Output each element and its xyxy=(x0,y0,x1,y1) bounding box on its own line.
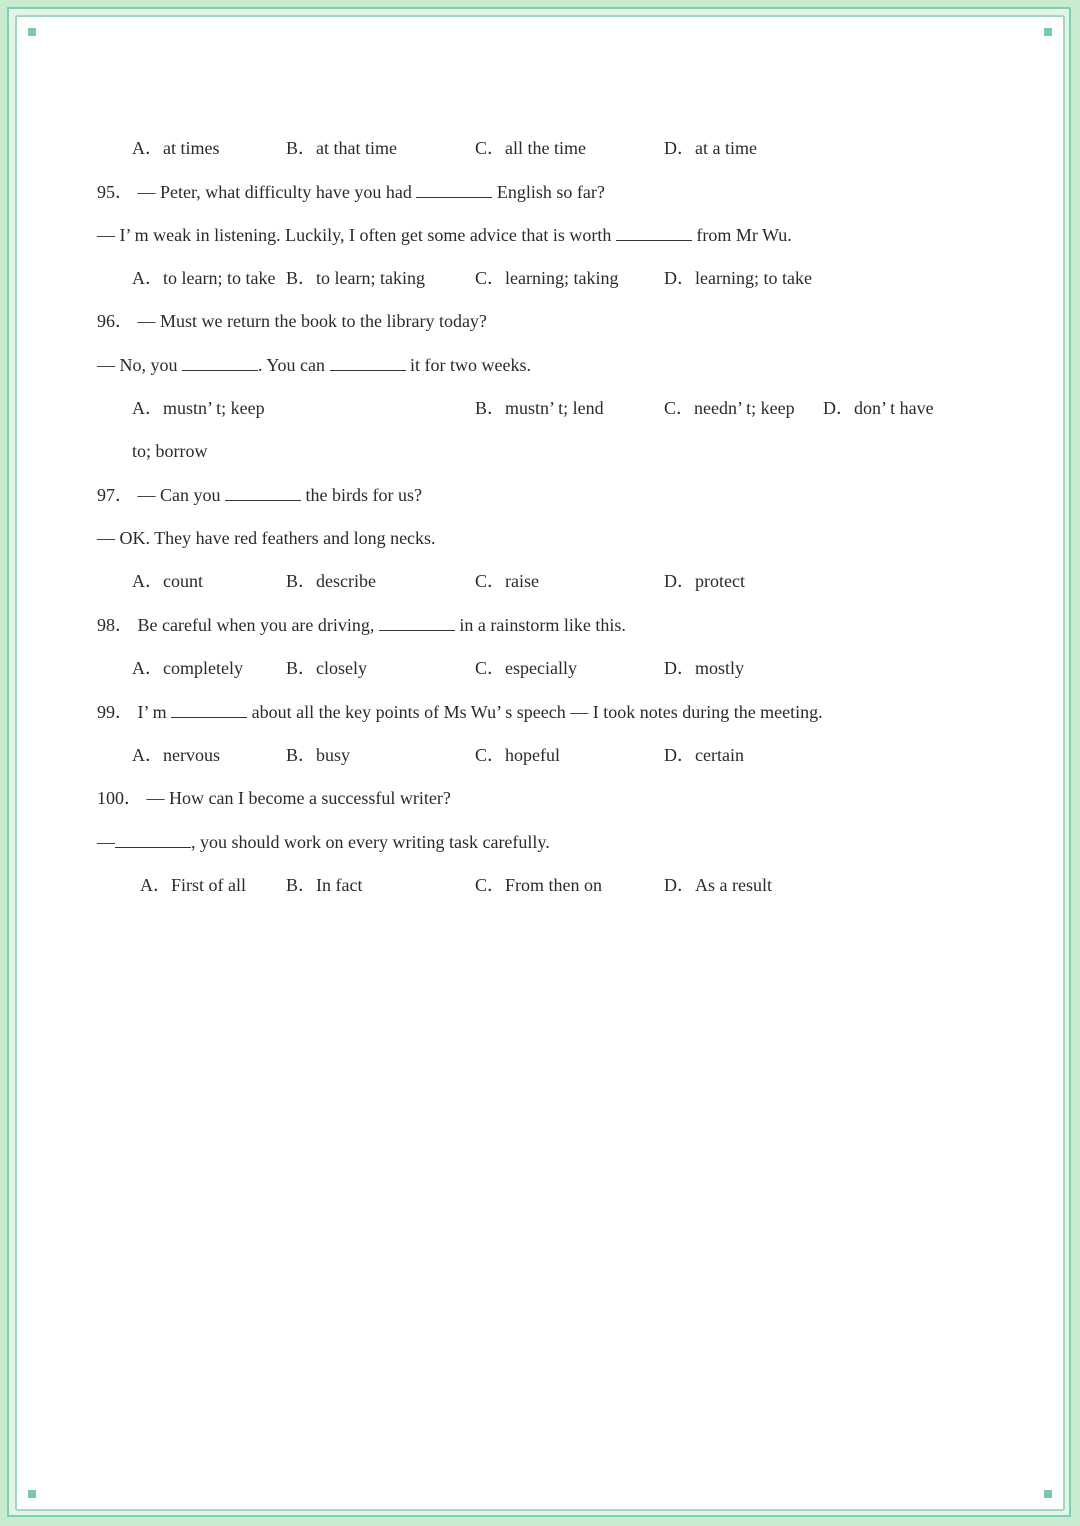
option-c: C．especially xyxy=(475,658,577,678)
question-text: — Can you xyxy=(137,485,221,505)
option-b: B．In fact xyxy=(286,875,363,895)
option-b: B．mustn’ t; lend xyxy=(475,398,604,418)
option-b: B．at that time xyxy=(286,138,397,158)
option-a: A．count xyxy=(132,571,203,591)
question-text: — Must we return the book to the library today? xyxy=(137,311,487,331)
option-c: C．learning; taking xyxy=(475,268,619,288)
answer-blank xyxy=(330,353,406,371)
option-b: B．describe xyxy=(286,571,376,591)
option-d: D．mostly xyxy=(664,658,745,678)
answer-blank xyxy=(171,700,247,718)
option-c: C．hopeful xyxy=(475,745,560,765)
question-text: English so far? xyxy=(496,182,605,202)
option-a: A．to learn; to take xyxy=(132,268,276,288)
option-a: A．completely xyxy=(132,658,243,678)
question-text: in a rainstorm like this. xyxy=(459,615,626,635)
question-99 xyxy=(97,700,823,723)
option-a: A．nervous xyxy=(132,745,220,765)
option-d-continued: to; borrow xyxy=(132,441,208,461)
question-number: 97． xyxy=(97,485,133,505)
question-text: I’ m xyxy=(137,702,167,722)
option-d: D．protect xyxy=(664,571,745,591)
corner-ornament xyxy=(1044,28,1052,36)
answer-blank xyxy=(115,830,191,848)
option-b: B．closely xyxy=(286,658,367,678)
question-text: from Mr Wu. xyxy=(696,225,792,245)
option-d: D．certain xyxy=(664,745,744,765)
option-d: D．As a result xyxy=(664,875,772,895)
question-text: it for two weeks. xyxy=(410,355,531,375)
answer-blank xyxy=(182,353,258,371)
question-text: — xyxy=(97,832,115,852)
option-b: B．busy xyxy=(286,745,351,765)
question-97-reply: — OK. They have red feathers and long necks. xyxy=(97,528,436,548)
question-text: the birds for us? xyxy=(305,485,422,505)
option-c: C．From then on xyxy=(475,875,603,895)
question-number: 96． xyxy=(97,311,133,331)
question-100 xyxy=(97,787,451,809)
question-text: , you should work on every writing task carefully. xyxy=(191,832,550,852)
option-c: C．needn’ t; keep xyxy=(664,398,795,418)
option-c: C．all the time xyxy=(475,138,586,158)
question-text: about all the key points of Ms Wu’ s speech — I took notes during the meeting. xyxy=(251,702,823,722)
question-number: 98． xyxy=(97,615,133,635)
option-d: D．at a time xyxy=(664,138,757,158)
answer-blank xyxy=(379,613,455,631)
answer-blank xyxy=(416,180,492,198)
question-96 xyxy=(97,310,487,332)
question-text: — How can I become a successful writer? xyxy=(146,788,451,808)
option-d: D．don’ t have xyxy=(823,398,934,418)
option-a: A．First of all xyxy=(140,875,246,895)
question-text: — Peter, what difficulty have you had xyxy=(137,182,412,202)
question-text: — I’ m weak in listening. Luckily, I often get some advice that is worth xyxy=(97,225,612,245)
question-98 xyxy=(97,613,626,636)
corner-ornament xyxy=(1044,1490,1052,1498)
question-97 xyxy=(97,483,422,506)
corner-ornament xyxy=(28,1490,36,1498)
answer-blank xyxy=(616,223,692,241)
question-number: 100． xyxy=(97,788,142,808)
question-95 xyxy=(97,180,605,203)
option-a: A．mustn’ t; keep xyxy=(132,398,265,418)
question-number: 99． xyxy=(97,702,133,722)
option-b: B．to learn; taking xyxy=(286,268,425,288)
option-a: A．at times xyxy=(132,138,220,158)
question-100-reply xyxy=(97,830,550,853)
answer-blank xyxy=(225,483,301,501)
question-96-reply xyxy=(97,353,531,376)
question-text: — No, you xyxy=(97,355,178,375)
question-95-reply xyxy=(97,223,792,246)
option-c: C．raise xyxy=(475,571,539,591)
question-number: 95． xyxy=(97,182,133,202)
option-d: D．learning; to take xyxy=(664,268,812,288)
question-text: . You can xyxy=(258,355,326,375)
question-text: Be careful when you are driving, xyxy=(137,615,375,635)
corner-ornament xyxy=(28,28,36,36)
